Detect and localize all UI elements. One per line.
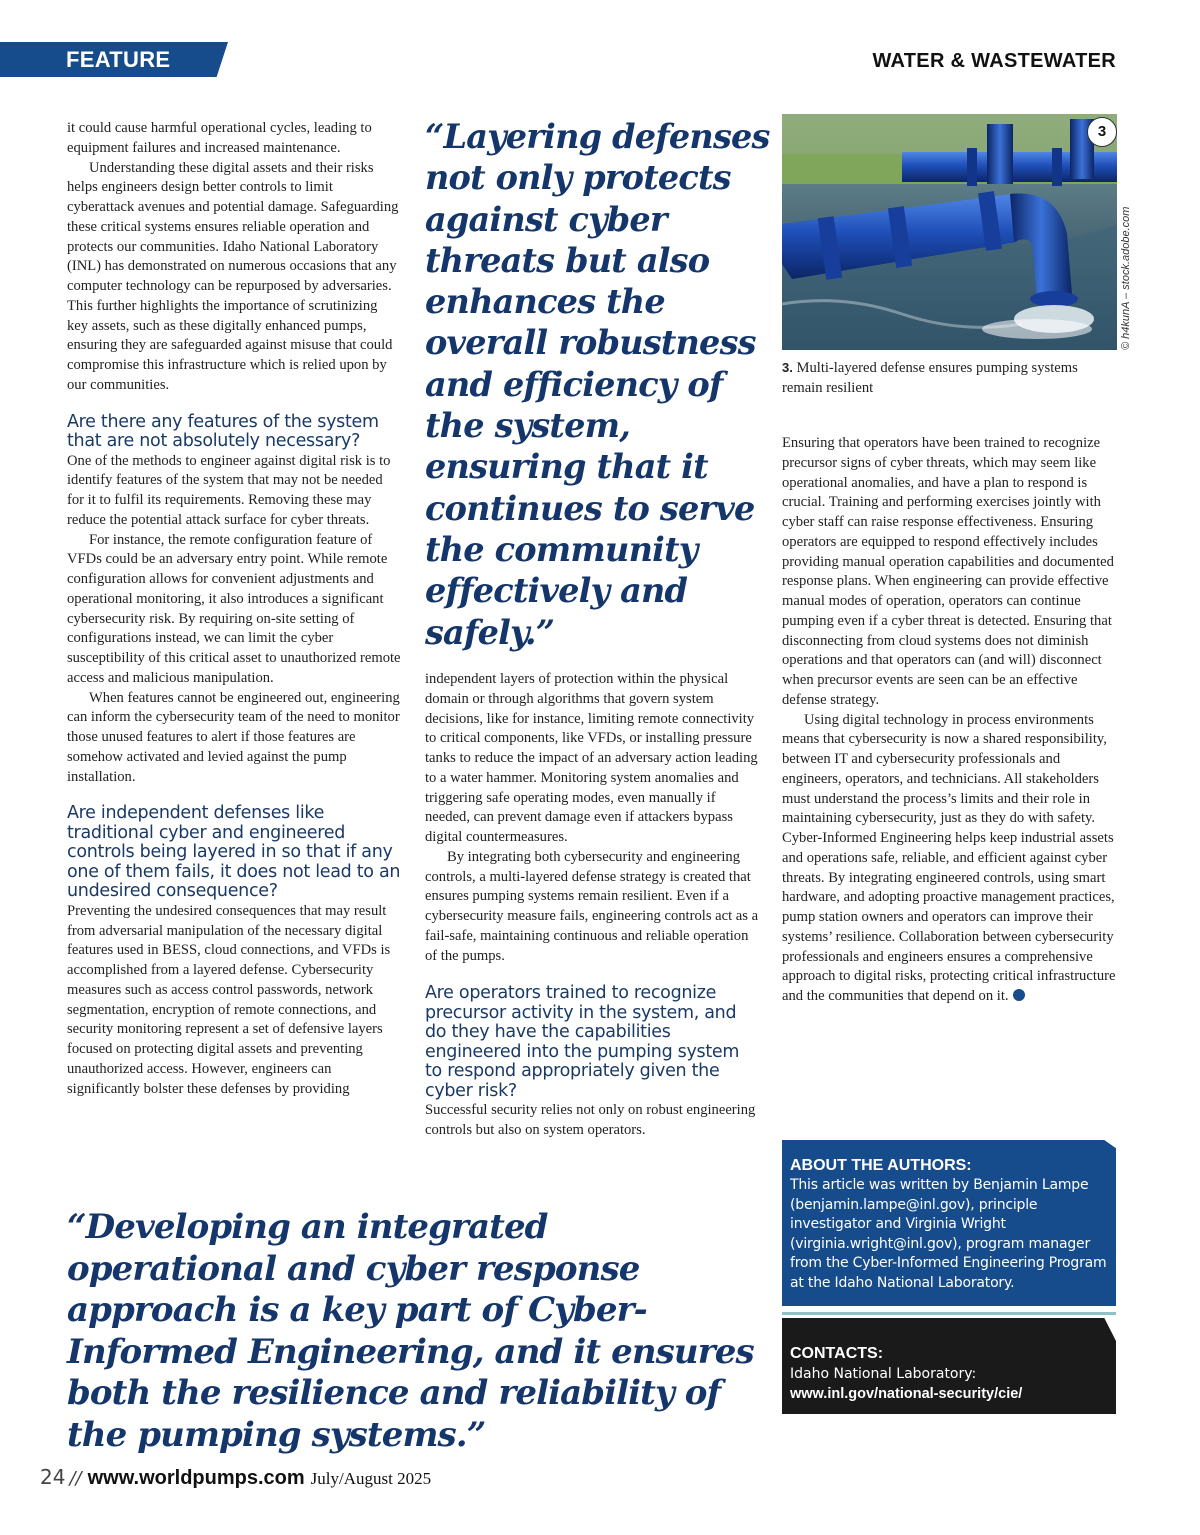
about-authors-title: ABOUT THE AUTHORS: xyxy=(790,1157,972,1174)
footer-separator: // xyxy=(69,1468,82,1489)
end-of-article-icon xyxy=(1013,989,1025,1001)
photo-credit: © h4kunA – stock.adobe.com xyxy=(1120,206,1132,350)
body-paragraph: By integrating both cybersecurity and engineering controls, a multi-layered defense strategy is created that ensures pumping systems remain resilient. Even if a cybersecurity measure fails, engineering controls act as a fail-safe, maintaining continuous and reliable operation of the pumps. xyxy=(425,848,759,964)
section-heading: Are operators trained to recognize precursor activity in the system, and do they have the capabilities engineered into the pumping system to respond appropriately given the cyber risk? xyxy=(425,983,740,1101)
body-paragraph: Ensuring that operators have been trained to recognize precursor signs of cyber threats, which may seem like operational anomalies, and have a plan to respond is crucial. Training and performing exercises jointly with cyber staff can raise response effectiveness. Ensuring operators are equipped to respond effectively includes providing manual operation capabilities and documented response plans. When engineering can provide effective manual modes of operation, operators can continue pumping even if a cyber threat is detected. Ensuring that disconnecting from cloud systems does not diminish operations and that operators can (and will) disconnect when precursor events are seen can be an effective defense strategy. xyxy=(782,435,1114,708)
body-paragraph: When features cannot be engineered out, engineering can inform the cybersecurity team of the need to monitor those unused features to alert if those features are somehow activated and levied against the pump installation. xyxy=(67,689,400,785)
body-paragraph: For instance, the remote configuration feature of VFDs could be an adversary entry point. While remote configuration allows for convenient adjustments and operational monitoring, it also introduces a significant cybersecurity risk. By requiring on-site setting of configurations instead, we can limit the cyber susceptibility of this critical asset to unauthorized remote access and malicious manipulation. xyxy=(67,531,401,686)
issue-date: July/August 2025 xyxy=(310,1469,432,1488)
page-number: 24 xyxy=(40,1465,66,1489)
page-footer xyxy=(40,1465,431,1490)
section-heading: Are independent defenses like traditional cyber and engineered controls being layered in so that if any one of them fails, it does not lead to an undesired consequence? xyxy=(67,803,401,902)
website-link[interactable]: www.worldpumps.com xyxy=(87,1467,305,1489)
section-label: WATER & WASTEWATER xyxy=(872,50,1116,72)
pump-pipes-photo xyxy=(782,114,1117,350)
divider-rule xyxy=(782,1312,1116,1315)
figure-number-badge: 3 xyxy=(1087,117,1117,147)
article-column-2 xyxy=(425,670,760,1141)
article-column-3 xyxy=(782,434,1117,1007)
body-paragraph: it could cause harmful operational cycles, leading to equipment failures and increased maintenance. xyxy=(67,120,372,156)
contacts-content xyxy=(790,1344,1112,1404)
pull-quote: “Developing an integrated operational and cyber response approach is a key part of Cyber-Informed Engineering, and it ensures both the resilience and reliability of the pumping systems.” xyxy=(67,1207,754,1455)
article-column-1 xyxy=(67,119,402,1099)
about-authors-content xyxy=(790,1156,1112,1293)
caption-number: 3. xyxy=(782,360,793,375)
body-paragraph: Successful security relies not only on robust engineering controls but also on system operators. xyxy=(425,1102,756,1138)
body-paragraph: One of the methods to engineer against digital risk is to identify features of the system that may not be needed for it to fulfil its requirements. Removing these may reduce the potential attack surface for cyber threats. xyxy=(67,452,391,528)
pull-quote: “Layering defenses not only protects against cyber threats but also enhances the overall robustness and efficiency of the system, ensuring that it continues to serve the community effectively and safely.” xyxy=(425,117,770,652)
contacts-link[interactable]: www.inl.gov/national-security/cie/ xyxy=(790,1386,1023,1402)
caption-text: Multi-layered defense ensures pumping systems remain resilient xyxy=(782,360,1078,396)
section-heading: Are there any features of the system that are not absolutely necessary? xyxy=(67,411,379,451)
about-authors-text: This article was written by Benjamin Lampe (benjamin.lampe@inl.gov), principle investigator and Virginia Wright (virginia.wright@inl.gov), program manager from the Cyber-Informed Engineering Program at the Idaho National Laboratory. xyxy=(790,1177,1107,1291)
body-paragraph: Understanding these digital assets and their risks helps engineers design better controls to limit cyberattack avenues and potential damage. Safeguarding these critical systems ensures reliable operation and protects our communities. Idaho National Laboratory (INL) has demonstrated on numerous occasions that any computer technology can be repurposed by adversaries. This further highlights the importance of scrutinizing key assets, such as these digitally enhanced pumps, ensuring they are safeguarded against misuse that could compromise this infrastructure which is relied upon by our communities. xyxy=(67,159,399,393)
body-paragraph-text: Using digital technology in process environments means that cybersecurity is now a shared responsibility, between IT and cybersecurity professionals and engineers, operators, and technicians. All stakeholders must understand the process’s limits and their role in maintaining cybersecurity, just as they do with safety. Cyber-Informed Engineering helps keep industrial assets and operations safe, reliable, and efficient against cyber threats. By integrating engineered controls, using smart hardware, and adopting proactive management practices, pump station owners and operators can improve their systems’ resilience. Collaboration between cybersecurity professionals and engineers ensures a comprehensive approach to digital risks, protecting critical infrastructure and the communities that depend on it. xyxy=(782,711,1116,1004)
contacts-title: CONTACTS: xyxy=(790,1345,884,1362)
feature-label: FEATURE xyxy=(66,47,171,72)
body-paragraph-final xyxy=(782,711,1117,1007)
body-paragraph: independent layers of protection within the physical domain or through algorithms that govern system decisions, like for instance, limiting remote connectivity to critical components, like VFDs, or installing pressure tanks to reduce the impact of an adversary action leading to a water hammer. Monitoring system anomalies and triggering safe operating modes, even manually if needed, can prevent damage even if attackers bypass digital countermeasures. xyxy=(425,671,758,845)
figure-caption xyxy=(782,358,1117,398)
body-paragraph: Preventing the undesired consequences that may result from adversarial manipulation of the necessary digital features used in BESS, cloud connections, and VFDs is accomplished from a layered defense. Cybersecurity measures such as access control passwords, network segmentation, encryption of remote connections, and security monitoring represent a set of defensive layers focused on protecting digital assets and preventing unauthorized access. However, engineers can significantly bolster these defenses by providing xyxy=(67,902,391,1097)
contacts-organization: Idaho National Laboratory: xyxy=(790,1366,977,1382)
